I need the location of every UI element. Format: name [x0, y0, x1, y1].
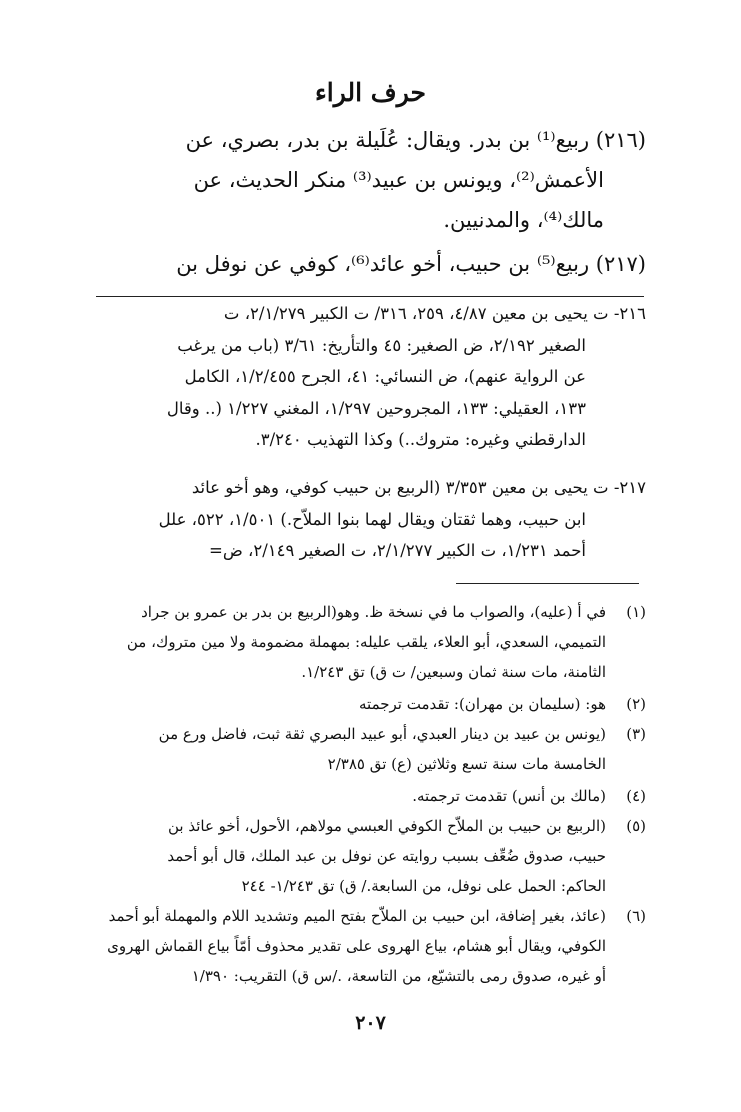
footnote-number: (٥)	[626, 817, 646, 835]
footnote-6	[93, 901, 646, 991]
footnote-3	[93, 719, 646, 779]
footnote-text: (الربيع بن حبيب بن الملاّح الكوفي العبسي مولاهم، الأحول، أخو عائذ بن	[167, 817, 606, 835]
footnote-text: الكوفي، ويقال أبو هشام، بياع الهروى على تقدير محذوف أمّاً بياع القماش الهروى	[107, 937, 606, 955]
entry-line: الأعمش⁽²⁾، ويونس بن عبيد⁽³⁾ منكر الحديث، عن	[193, 168, 604, 192]
entry-line: مالك⁽⁴⁾، والمدنيين.	[443, 208, 604, 232]
footnote-text: (يونس بن عبيد بن دينار العبدي، أبو عبيد البصري ثقة ثبت، فاضل ورع من	[158, 725, 606, 743]
footnote-2	[93, 689, 646, 719]
footnote-text: التميمي، السعدي، أبو العلاء، يلقب عليله: بمهملة مضمومة ولا مين متروك، من	[126, 633, 606, 651]
footnote-text: الحاكم: الحمل على نوفل، من السابعة./ ق) تق ١/٢٤٣- ٢٤٤	[241, 877, 606, 895]
footnote-text: الثامنة، مات سنة ثمان وسبعين/ ت ق) تق ١/٢٤٣.	[301, 663, 606, 681]
footnote-text: في أ (عليه)، والصواب ما في نسخة ظ. وهو(الربيع بن بدر بن عمرو بن جراد	[141, 603, 606, 621]
footnote-number: (٦)	[626, 907, 646, 925]
footnote-1	[93, 597, 646, 687]
footnote-number: (٤)	[626, 787, 646, 805]
footnote-text: حبيب، صدوق ضُعِّف بسبب روايته عن نوفل بن عبد الملك، قال أبو أحمد	[167, 847, 606, 865]
note-line: الصغير ٢/١٩٢، ض الصغير: ٤٥ والتأريخ: ٣/٦١ (باب من يرغب	[177, 335, 586, 355]
footnote-5	[93, 811, 646, 901]
footnote-text: (مالك بن أنس) تقدمت ترجمته.	[412, 787, 606, 805]
footnote-text: أو غيره، صدوق رمى بالتشيّع، من التاسعة، ./س ق) التقريب: ١/٣٩٠	[191, 967, 606, 985]
footnote-number: (٢)	[626, 695, 646, 713]
footnote-divider	[456, 583, 639, 584]
note-line: ٢١٦- ت يحيى بن معين ٤/٨٧، ٢٥٩، ٣١٦/ ت الكبير ٢/١/٢٧٩، ت	[223, 304, 646, 323]
footnote-4	[93, 781, 646, 811]
note-line: عن الرواية عنهم)، ض النسائي: ٤١، الجرح ١/٢/٤٥٥، الكامل	[184, 367, 586, 386]
entry-line: (٢١٦) ربيع⁽¹⁾ بن بدر. ويقال: عُلَيلة بن بدر، بصري، عن	[185, 128, 646, 152]
entry-216	[93, 120, 646, 240]
page-number: ٢٠٧	[355, 1012, 386, 1034]
note-line: الدارقطني وغيره: متروك..) وكذا التهذيب ٣/٢٤٠.	[255, 430, 586, 449]
footnote-text: (عائذ، بغير إضافة، ابن حبيب بن الملاّح بفتح الميم وتشديد اللام والمهملة أبو أحمد	[108, 907, 606, 925]
entry-217	[93, 244, 646, 284]
page-title: حرف الراء	[315, 78, 426, 107]
note-217	[93, 472, 646, 567]
note-line: ١٣٣، العقيلي: ١٣٣، المجروحين ١/٢٩٧، المغني ١/٢٢٧ (.. وقال	[166, 398, 586, 418]
note-line: أحمد ١/٢٣١، ت الكبير ٢/١/٢٧٧، ت الصغير ٢/١٤٩، ض=	[209, 541, 586, 560]
note-line: ٢١٧- ت يحيى بن معين ٣/٣٥٣ (الربيع بن حبيب كوفي، وهو أخو عائد	[191, 478, 646, 497]
footnote-text: هو: (سليمان بن مهران): تقدمت ترجمته	[359, 695, 606, 713]
footnote-number: (١)	[626, 603, 646, 621]
note-216	[93, 298, 646, 456]
footnote-number: (٣)	[626, 725, 646, 743]
entry-line: (٢١٧) ربيع⁽⁵⁾ بن حبيب، أخو عائد⁽⁶⁾، كوفي عن نوفل بن	[176, 252, 646, 276]
section-divider	[96, 296, 644, 297]
footnote-text: الخامسة مات سنة تسع وثلاثين (ع) تق ٢/٣٨٥	[327, 755, 606, 773]
note-line: ابن حبيب، وهما ثقتان ويقال لهما بنوا الملاّح.) ١/٥٠١، ٥٢٢، علل	[158, 509, 586, 529]
